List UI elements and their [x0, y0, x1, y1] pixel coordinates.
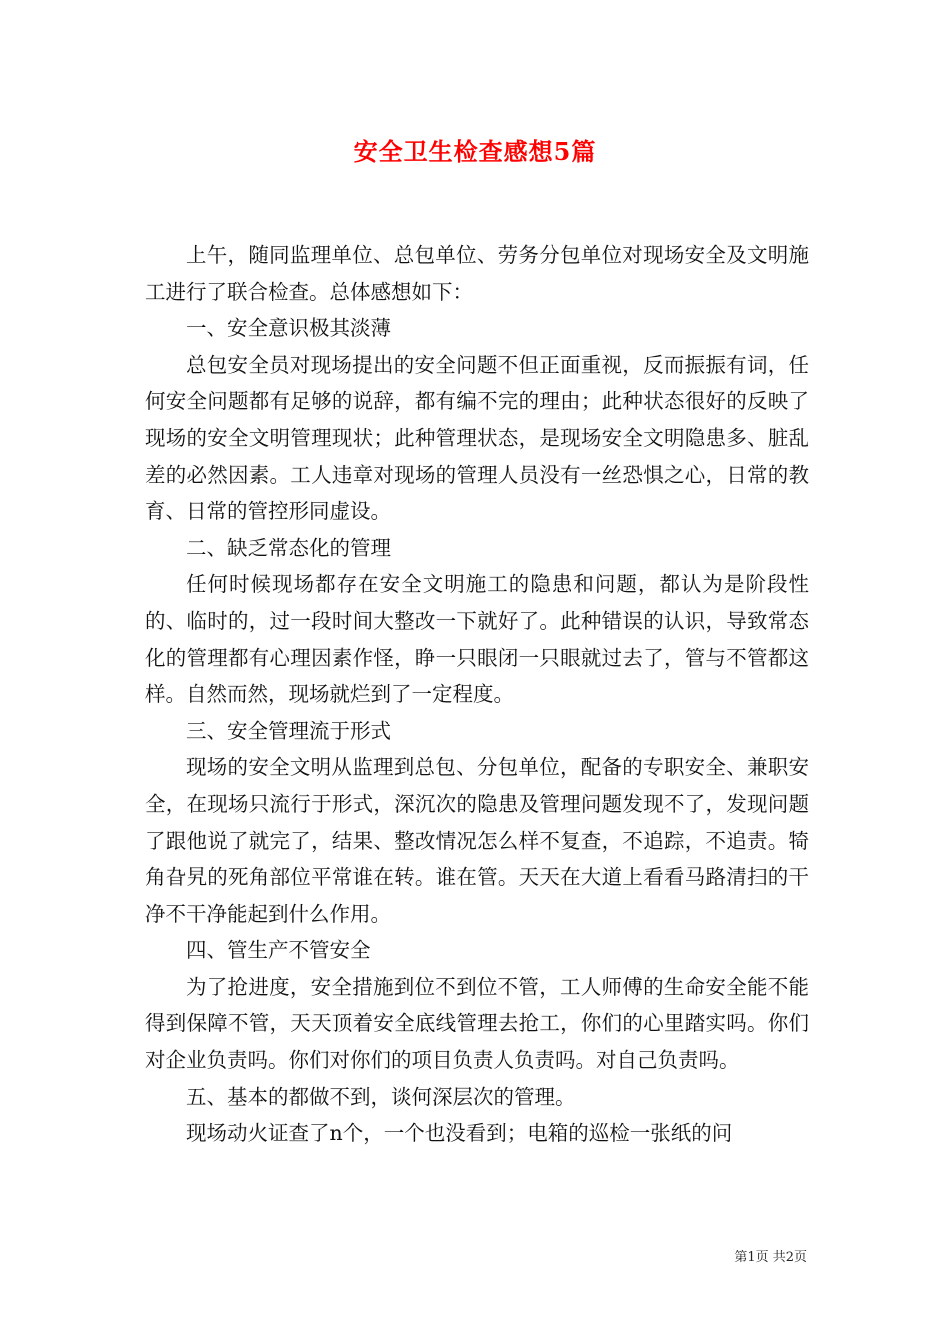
- heading-section-4: 四、管生产不管安全: [186, 938, 371, 963]
- heading-section-3: 三、安全管理流于形式: [186, 718, 391, 743]
- heading-section-1: 一、安全意识极其淡薄: [186, 316, 391, 341]
- document-title: 安全卫生检查感想5篇: [353, 137, 597, 166]
- paragraph-section-4: 为了抢进度，安全措施到位不到位不管，工人师傅的生命安全能不能得到保障不管，天天顶着安全底线管理去抢工，你们的心里踏实吗。你们对企业负责吗。你们对你们的项目负责人负责吗。对自己负责吗。: [145, 974, 809, 1073]
- document-body: [145, 237, 809, 1152]
- paragraph-intro: 上午，随同监理单位、总包单位、劳务分包单位对现场安全及文明施工进行了联合检查。总体感想如下：: [145, 243, 809, 304]
- paragraph-section-3: 现场的安全文明从监理到总包、分包单位，配备的专职安全、兼职安全，在现场只流行于形式，深沉次的隐患及管理问题发现不了，发现问题了跟他说了就完了，结果、整改情况怎么样不复查，不追踪，不追责。犄角旮旯的死角部位平常谁在转。谁在管。天天在大道上看看马路清扫的干净不干净能起到什么作用。: [145, 755, 809, 926]
- paragraph-section-2: 任何时候现场都存在安全文明施工的隐患和问题，都认为是阶段性的、临时的，过一段时间大整改一下就好了。此种错误的认识，导致常态化的管理都有心理因素作怪，睁一只眼闭一只眼就过去了，管与不管都这样。自然而然，现场就烂到了一定程度。: [145, 572, 809, 707]
- paragraph-section-1: 总包安全员对现场提出的安全问题不但正面重视，反而振振有词，任何安全问题都有足够的说辞，都有编不完的理由；此种状态很好的反映了现场的安全文明管理现状；此种管理状态，是现场安全文明隐患多、脏乱差的必然因素。工人违章对现场的管理人员没有一丝恐惧之心，日常的教育、日常的管控形同虚设。: [145, 352, 809, 524]
- page-number-footer: 第1页 共2页: [734, 1250, 807, 1265]
- heading-section-2: 二、缺乏常态化的管理: [186, 535, 391, 560]
- heading-section-5: 五、基本的都做不到，谈何深层次的管理。: [186, 1084, 576, 1109]
- paragraph-section-5: 现场动火证查了n个，一个也没看到；电箱的巡检一张纸的问: [186, 1121, 733, 1146]
